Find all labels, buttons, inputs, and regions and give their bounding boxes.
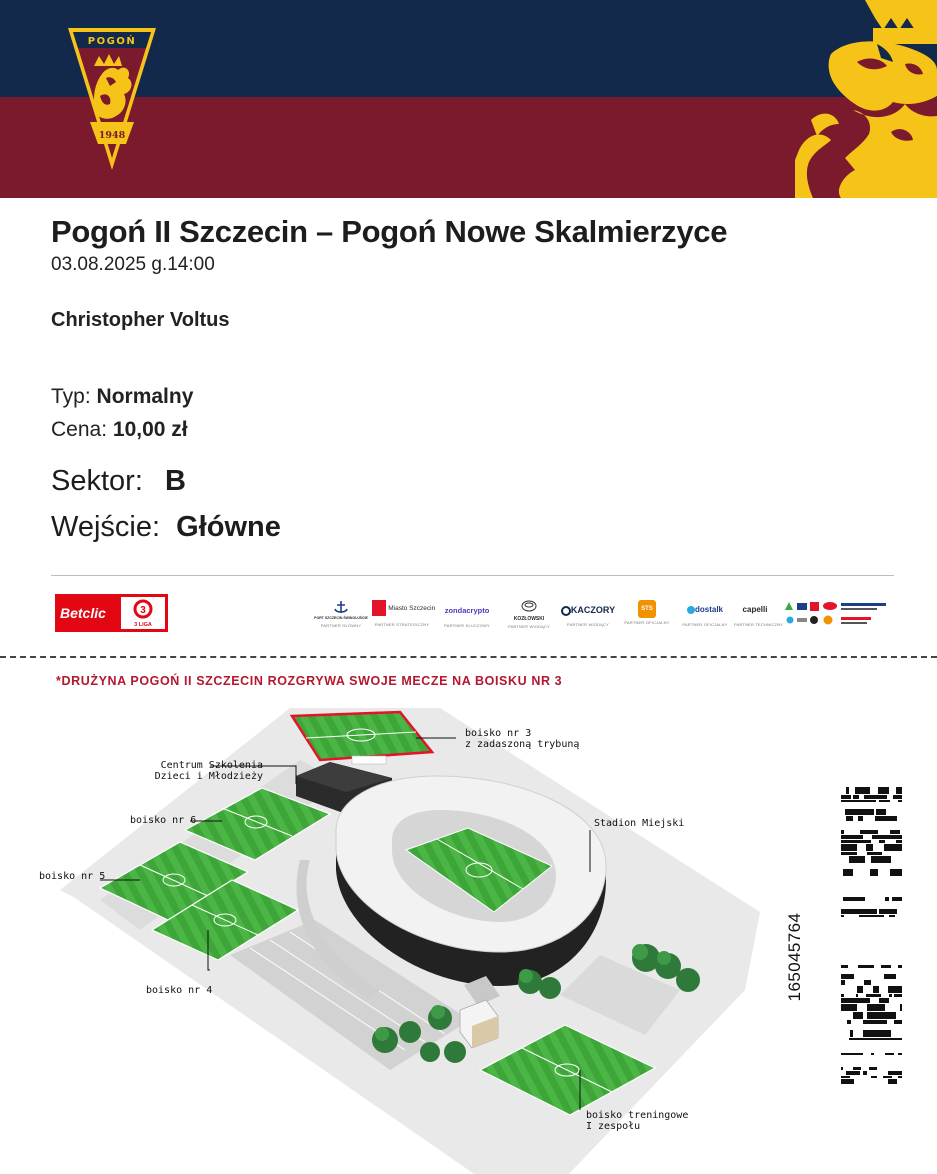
barcode-bar — [884, 1012, 887, 1019]
barcode-bar — [850, 1071, 860, 1075]
barcode-bar — [897, 1020, 902, 1024]
barcode-bar — [894, 1020, 897, 1024]
barcode-bar — [846, 1053, 848, 1055]
sponsor-dostalk-role: PARTNER OFICJALNY — [682, 622, 728, 627]
sponsor-kozlowski-name: KOZŁOWSKI — [513, 616, 545, 622]
barcode-bar — [841, 835, 851, 839]
barcode-bar — [878, 795, 887, 799]
barcode-bar — [864, 980, 869, 985]
barcode-bar — [850, 800, 860, 802]
barcode-bar — [898, 800, 900, 802]
barcode-bar — [849, 1038, 859, 1040]
barcode-bar — [858, 835, 861, 839]
barcode-bar — [861, 835, 863, 839]
ticket-price-label: Cena: — [51, 418, 108, 441]
barcode-bar — [843, 869, 853, 876]
barcode-bar — [848, 1053, 853, 1055]
sponsor-kaczory-name: KACZORY — [570, 605, 616, 615]
barcode-bar — [857, 856, 865, 863]
barcode-bar — [869, 1030, 877, 1037]
barcode-bar — [893, 795, 898, 799]
perforation-line — [0, 656, 937, 658]
barcode-bar — [845, 844, 847, 851]
barcode-bar — [887, 1012, 896, 1019]
barcode-bar — [858, 909, 863, 914]
anchor-icon — [333, 600, 349, 616]
sponsor-kozlowski — [506, 600, 552, 634]
barcode-bar — [881, 856, 891, 863]
barcode-bar — [883, 1004, 885, 1011]
griffin-crest-icon — [66, 26, 158, 172]
kaczory-ring-icon — [561, 606, 571, 616]
ticket-header — [0, 0, 937, 198]
sponsor-capelli-name: capelli — [742, 605, 768, 614]
ticket-price-value: 10,00 zł — [112, 418, 188, 441]
barcode-bar — [878, 787, 882, 794]
barcode-bar — [848, 852, 857, 855]
barcode-bar — [854, 856, 857, 863]
barcode-bar — [849, 909, 854, 914]
barcode-bar — [901, 869, 902, 876]
barcode-bar — [853, 1012, 863, 1019]
barcode-bar — [849, 809, 857, 815]
griffin-crown-icon — [795, 0, 937, 198]
sponsor-sts-name: STS — [638, 600, 656, 618]
sponsor-kaczory — [560, 600, 616, 634]
barcode-bar — [869, 980, 871, 985]
barcode-bar — [841, 965, 848, 968]
barcode-bar — [899, 1038, 902, 1040]
barcode-icon — [841, 787, 902, 1084]
barcode-bar — [882, 787, 889, 794]
barcode-bar — [876, 1004, 883, 1011]
barcode-bar — [892, 869, 899, 876]
ticket-holder-name: Christopher Voltus — [51, 309, 230, 331]
barcode-bar — [856, 897, 865, 901]
barcode-bar — [901, 795, 902, 799]
barcode-bar — [841, 1076, 850, 1078]
barcode-bar — [852, 897, 856, 901]
ticket-type-label: Typ: — [51, 385, 91, 408]
barcode-bar — [885, 816, 892, 821]
barcode-bar — [901, 844, 902, 851]
barcode-bar — [900, 994, 902, 997]
barcode-bar — [894, 994, 900, 997]
dostalk-dot-icon — [687, 606, 695, 614]
barcode-bar — [850, 840, 858, 843]
barcode-bar — [860, 830, 865, 834]
barcode-bar — [851, 998, 855, 1003]
barcode-bar — [875, 994, 881, 997]
barcode-bar — [896, 840, 902, 843]
barcode-bar — [865, 998, 870, 1003]
barcode-bar — [897, 844, 901, 851]
barcode-bar — [846, 974, 854, 979]
barcode-bar — [867, 1012, 876, 1019]
barcode-bar — [890, 830, 900, 834]
barcode-bar — [841, 1004, 851, 1011]
barcode-bar — [841, 844, 845, 851]
barcode-bar — [849, 856, 854, 863]
sponsor-sts — [624, 600, 670, 634]
barcode-bar — [884, 1038, 891, 1040]
barcode-bar — [877, 1030, 885, 1037]
training-centre-label-line1: Centrum Szkolenia — [160, 760, 263, 771]
sponsor-port-name: PORT SZCZECIN ŚWINOUJŚCIE — [314, 616, 368, 620]
barcode-bar — [841, 840, 850, 843]
barcode-bar — [874, 915, 884, 917]
barcode-bar — [873, 856, 881, 863]
barcode-bar — [900, 800, 902, 802]
barcode-bar — [859, 1038, 866, 1040]
barcode-bar — [841, 915, 844, 917]
ticket-number — [760, 892, 830, 1022]
sponsor-zondacrypto-name: zondacrypto — [444, 606, 490, 615]
barcode-bar — [841, 800, 850, 802]
sponsor-capelli-role: PARTNER TECHNICZNY — [734, 622, 784, 627]
barcode-bar — [841, 998, 846, 1003]
barcode-bar — [883, 1076, 892, 1078]
sponsor-port-role: PARTNER GŁÓWNY — [320, 623, 362, 628]
venue-note: *DRUŻYNA POGOŃ II SZCZECIN ROZGRYWA SWOJE MECZE NA BOISKU NR 3 — [56, 674, 563, 688]
barcode-bar — [873, 986, 875, 993]
barcode-bar — [888, 1071, 895, 1075]
city-shield-icon — [372, 600, 386, 616]
barcode-bar — [901, 1071, 902, 1075]
barcode-bar — [848, 1071, 850, 1075]
barcode-bar — [890, 869, 892, 876]
barcode-bar — [863, 1030, 869, 1037]
barcode-bar — [898, 1076, 902, 1078]
svg-text:3: 3 — [140, 605, 146, 616]
barcode-bar — [857, 809, 866, 815]
barcode-bar — [876, 1012, 884, 1019]
barcode-bar — [881, 965, 891, 968]
barcode-bar — [887, 897, 889, 901]
barcode-bar — [894, 1038, 899, 1040]
barcode-bar — [884, 974, 893, 979]
barcode-bar — [867, 852, 873, 855]
ticket-type-value: Normalny — [96, 385, 194, 408]
barcode-bar — [869, 915, 874, 917]
barcode-bar — [888, 1079, 890, 1084]
barcode-bar — [875, 816, 885, 821]
barcode-bar — [892, 844, 894, 851]
barcode-bar — [867, 1004, 876, 1011]
barcode-bar — [841, 994, 844, 997]
barcode-bar — [885, 1053, 894, 1055]
barcode-bar — [893, 974, 896, 979]
barcode-bar — [856, 994, 858, 997]
sponsor-zondacrypto-role: PARTNER KLUCZOWY — [444, 623, 490, 628]
betclic-3-liga-logo — [55, 594, 168, 632]
barcode-bar — [900, 1004, 902, 1011]
barcode-bar — [869, 1067, 877, 1070]
stadium-label: Stadion Miejski — [594, 818, 685, 829]
barcode-bar — [845, 809, 849, 815]
barcode-bar — [879, 840, 882, 843]
barcode-bar — [843, 897, 852, 901]
pitch-6-label: boisko nr 6 — [130, 815, 197, 826]
match-title: Pogoń II Szczecin – Pogoń Nowe Skalmierzyce — [51, 214, 728, 249]
barcode-bar — [858, 965, 860, 968]
training-centre-label-line2: Dzieci i Młodzieży — [154, 771, 263, 782]
barcode-bar — [860, 787, 870, 794]
ticket-number-text: 165045764 — [785, 912, 804, 1002]
barcode-bar — [899, 986, 902, 993]
ticket-entrance-label: Wejście: — [51, 511, 161, 543]
venue-map — [0, 690, 790, 1174]
barcode-bar — [865, 915, 869, 917]
barcode-bar — [846, 998, 851, 1003]
barcode-bar — [879, 1020, 882, 1024]
barcode-bar — [888, 986, 890, 993]
barcode-bar — [841, 795, 851, 799]
sponsor-miasto-name: Miasto Szczecin — [388, 605, 436, 613]
barcode-bar — [898, 795, 901, 799]
barcode-bar — [853, 795, 859, 799]
sponsor-miasto-szczecin — [372, 600, 436, 634]
barcode-bar — [853, 1067, 861, 1070]
barcode-bar — [841, 830, 844, 834]
ticket-entrance-value: Główne — [176, 511, 281, 543]
barcode-bar — [854, 909, 858, 914]
barcode-bar — [888, 909, 897, 914]
barcode-bar — [890, 835, 894, 839]
barcode-bar — [884, 844, 892, 851]
barcode-bar — [894, 844, 897, 851]
match-datetime: 03.08.2025 g.14:00 — [51, 254, 215, 275]
minor-sponsor-logos — [783, 600, 891, 628]
barcode-bar — [889, 994, 892, 997]
league-name: 3 LIGA — [134, 622, 152, 628]
barcode-bar — [898, 1053, 900, 1055]
barcode-bar — [879, 909, 888, 914]
barcode-bar — [899, 835, 902, 839]
barcode-bar — [879, 998, 889, 1003]
barcode-bar — [890, 986, 899, 993]
barcode-bar — [870, 965, 874, 968]
sponsor-miasto-role: PARTNER STRATEGICZNY — [374, 622, 430, 627]
barcode-bar — [857, 986, 863, 993]
barcode-bar — [851, 1004, 857, 1011]
pitch-3-label-line2: z zadaszoną trybuną — [465, 739, 580, 750]
barcode-bar — [871, 1053, 874, 1055]
barcode-bar — [870, 869, 878, 876]
sponsor-kaczory-role: PARTNER WIODĄCY — [567, 622, 609, 627]
barcode-bar — [850, 1030, 853, 1037]
barcode-bar — [889, 915, 895, 917]
barcode-bar — [899, 869, 901, 876]
barcode-bar — [885, 897, 887, 901]
sponsor-port — [312, 600, 370, 634]
details-divider — [51, 575, 894, 576]
barcode-bar — [841, 1067, 843, 1070]
barcode-bar — [860, 800, 869, 802]
barcode-bar — [860, 965, 870, 968]
barcode-bar — [876, 809, 886, 815]
barcode-bar — [894, 835, 899, 839]
barcode-bar — [841, 1079, 851, 1084]
barcode-bar — [863, 1020, 872, 1024]
barcode-bar — [847, 844, 857, 851]
barcode-bar — [873, 852, 882, 855]
barcode-bar — [853, 1053, 863, 1055]
sponsor-kozlowski-role: PARTNER WIODĄCY — [508, 624, 550, 629]
barcode-bar — [892, 816, 897, 821]
sponsor-dostalk-name: dostalk — [694, 605, 723, 614]
barcode-bar — [846, 787, 849, 794]
barcode-bar — [899, 787, 902, 794]
barcode-bar — [866, 1038, 875, 1040]
barcode-bar — [864, 795, 872, 799]
barcode-bar — [900, 1053, 902, 1055]
barcode-bar — [866, 844, 873, 851]
barcode-bar — [871, 1076, 877, 1078]
barcode-bar — [872, 795, 878, 799]
toyota-icon — [521, 600, 537, 616]
barcode-bar — [858, 816, 863, 821]
barcode-bar — [890, 1079, 894, 1084]
league-sponsor-name: Betclic — [60, 605, 106, 621]
barcode-bar — [866, 994, 875, 997]
barcode-bar — [851, 1079, 854, 1084]
barcode-bar — [882, 835, 890, 839]
barcode-bar — [898, 965, 902, 968]
barcode-bar — [846, 816, 853, 821]
pitch-3-label-line1: boisko nr 3 — [465, 728, 532, 739]
barcode-bar — [855, 787, 860, 794]
ticket-sector-label: Sektor: — [51, 465, 143, 497]
crest-year: 1948 — [98, 130, 126, 141]
training-pitch-label-line1: boisko treningowe — [586, 1110, 689, 1121]
barcode-bar — [863, 1071, 867, 1075]
barcode-bar — [870, 830, 878, 834]
barcode-bar — [866, 809, 874, 815]
barcode-bar — [865, 830, 870, 834]
barcode-bar — [892, 897, 895, 901]
barcode-bar — [870, 909, 877, 914]
barcode-bar — [863, 909, 870, 914]
sponsor-zondacrypto — [436, 600, 498, 634]
barcode-bar — [895, 897, 902, 901]
barcode-bar — [859, 915, 865, 917]
barcode-bar — [846, 1071, 848, 1075]
barcode-bar — [894, 1079, 897, 1084]
barcode-bar — [841, 852, 848, 855]
barcode-bar — [879, 800, 882, 802]
barcode-bar — [875, 1038, 884, 1040]
crest-name: POGOŃ — [87, 36, 137, 47]
ticket-sector-row — [51, 465, 186, 498]
barcode-bar — [875, 986, 879, 993]
barcode-bar — [841, 1053, 846, 1055]
ticket-sector-value: B — [164, 465, 186, 497]
sponsor-capelli — [734, 600, 784, 634]
barcode-bar — [885, 1030, 891, 1037]
barcode-bar — [872, 1020, 879, 1024]
barcode-bar — [851, 835, 858, 839]
ticket-entrance-row — [51, 511, 281, 544]
barcode-bar — [847, 1020, 851, 1024]
barcode-bar — [871, 856, 873, 863]
barcode-bar — [895, 1071, 901, 1075]
training-pitch-label-line2: I zespołu — [586, 1121, 641, 1132]
barcode-bar — [872, 835, 882, 839]
sponsor-sts-role: PARTNER OFICJALNY — [624, 620, 670, 625]
barcode-bar — [882, 840, 885, 843]
barcode-bar — [858, 840, 862, 843]
barcode-bar — [862, 840, 871, 843]
barcode-bar — [855, 998, 865, 1003]
pitch-4-label: boisko nr 4 — [146, 985, 213, 996]
sponsor-dostalk — [678, 600, 732, 634]
ticket-type-row — [51, 385, 193, 409]
ticket-price-row — [51, 418, 188, 442]
pitch-5-label: boisko nr 5 — [39, 871, 106, 882]
barcode-bar — [896, 787, 899, 794]
barcode-bar — [841, 974, 846, 979]
barcode-bar — [841, 909, 849, 914]
barcode-bar — [891, 1038, 894, 1040]
barcode-bar — [841, 980, 845, 985]
barcode-bar — [882, 1020, 887, 1024]
barcode-bar — [869, 800, 876, 802]
barcode-bar — [882, 800, 890, 802]
